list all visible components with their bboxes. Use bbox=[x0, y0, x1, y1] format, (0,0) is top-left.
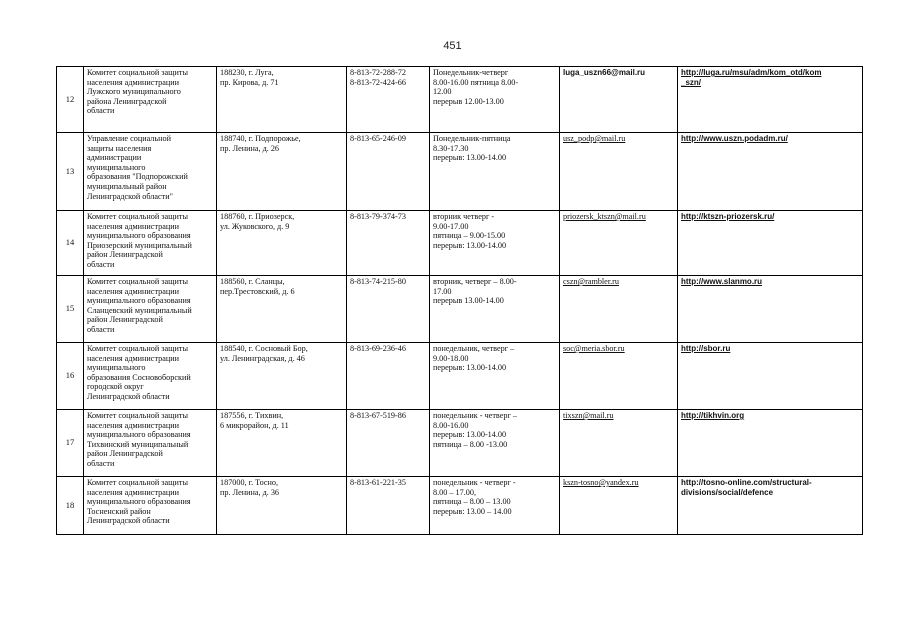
row-number: 18 bbox=[57, 477, 84, 535]
organization-cell: Комитет социальной защиты населения администрации Лужского муниципального района Ленинградской области bbox=[84, 67, 217, 133]
email-link[interactable]: priozersk_ktszn@mail.ru bbox=[563, 212, 646, 221]
website-link[interactable]: http://sbor.ru bbox=[681, 344, 731, 353]
address-cell: 188230, г. Луга, пр. Кирова, д. 71 bbox=[217, 67, 347, 133]
website-cell bbox=[678, 477, 863, 535]
organization-cell: Комитет социальной защиты населения администрации муниципального образования Приозерский муниципальный район Ленинградской области bbox=[84, 211, 217, 276]
website-cell bbox=[678, 67, 863, 133]
table-row bbox=[57, 410, 863, 477]
hours-cell: вторник, четверг – 8.00- 17.00 перерыв 13.00-14.00 bbox=[430, 276, 560, 343]
page-number: 451 bbox=[443, 40, 462, 52]
row-number: 17 bbox=[57, 410, 84, 477]
email-cell bbox=[560, 410, 678, 477]
email-link[interactable]: luga_uszn66@mail.ru bbox=[563, 68, 646, 77]
email-cell bbox=[560, 211, 678, 276]
phone-cell: 8-813-67-519-86 bbox=[347, 410, 430, 477]
row-number: 12 bbox=[57, 67, 84, 133]
phone-cell: 8-813-79-374-73 bbox=[347, 211, 430, 276]
email-cell bbox=[560, 133, 678, 211]
website-cell bbox=[678, 133, 863, 211]
website-link[interactable]: http://www.slanmo.ru bbox=[681, 277, 763, 286]
email-cell bbox=[560, 477, 678, 535]
address-cell: 188540, г. Сосновый Бор, ул. Ленинградская, д. 46 bbox=[217, 343, 347, 410]
table-row bbox=[57, 133, 863, 211]
address-cell: 188740, г. Подпорожье, пр. Ленина, д. 26 bbox=[217, 133, 347, 211]
table-row bbox=[57, 477, 863, 535]
phone-cell: 8-813-72-288-72 8-813-72-424-66 bbox=[347, 67, 430, 133]
website-link[interactable]: http://tikhvin.org bbox=[681, 411, 745, 420]
phone-cell: 8-813-69-236-46 bbox=[347, 343, 430, 410]
website-link[interactable]: http://www.uszn.podadm.ru/ bbox=[681, 134, 788, 143]
hours-cell: понедельник, четверг – 9.00-18.00 перерыв: 13.00-14.00 bbox=[430, 343, 560, 410]
email-cell bbox=[560, 343, 678, 410]
email-cell bbox=[560, 67, 678, 133]
organization-cell: Комитет социальной защиты населения администрации муниципального образования Тихвинский муниципальный район Ленинградской области bbox=[84, 410, 217, 477]
email-link[interactable]: cszn@rambler.ru bbox=[563, 277, 619, 286]
organization-cell: Комитет социальной защиты населения администрации муниципального образования Сосновоборский городской округ Ленинградской области bbox=[84, 343, 217, 410]
row-number: 13 bbox=[57, 133, 84, 211]
row-number: 15 bbox=[57, 276, 84, 343]
email-link[interactable]: kszn-tosno@yandex.ru bbox=[563, 478, 639, 487]
email-cell bbox=[560, 276, 678, 343]
website-link[interactable]: http://luga.ru/msu/adm/kom_otd/kom _szn/ bbox=[681, 68, 822, 87]
organization-cell: Комитет социальной защиты населения администрации муниципального образования Сланцевский муниципальный район Ленинградской области bbox=[84, 276, 217, 343]
website-cell bbox=[678, 410, 863, 477]
email-link[interactable]: soc@meria.sbor.ru bbox=[563, 344, 625, 353]
hours-cell: вторник четверг - 9.00-17.00 пятница – 9.00-15.00 перерыв: 13.00-14.00 bbox=[430, 211, 560, 276]
website-link[interactable]: http://ktszn-priozersk.ru/ bbox=[681, 212, 775, 221]
table-row bbox=[57, 343, 863, 410]
address-cell: 187000, г. Тосно, пр. Ленина, д. 36 bbox=[217, 477, 347, 535]
email-link[interactable]: tixszn@mail.ru bbox=[563, 411, 614, 420]
website-cell bbox=[678, 276, 863, 343]
phone-cell: 8-813-61-221-35 bbox=[347, 477, 430, 535]
hours-cell: Понедельник-четверг 8.00-16.00 пятница 8.00- 12.00 перерыв 12.00-13.00 bbox=[430, 67, 560, 133]
organization-cell: Управление социальной защиты населения администрации муниципального образования "Подпорожский муниципальный район Ленинградской области" bbox=[84, 133, 217, 211]
hours-cell: понедельник - четверг - 8.00 – 17.00, пятница – 8.00 – 13.00 перерыв: 13.00 – 14.00 bbox=[430, 477, 560, 535]
address-cell: 188560, г. Сланцы, пер.Трестовский, д. 6 bbox=[217, 276, 347, 343]
hours-cell: Понедельник-пятница 8.30-17.30 перерыв: 13.00-14.00 bbox=[430, 133, 560, 211]
website-link[interactable]: http://tosno-online.com/structural- divisions/social/defence bbox=[681, 478, 812, 497]
hours-cell: понедельник - четверг – 8.00-16.00 перерыв: 13.00-14.00 пятница – 8.00 -13.00 bbox=[430, 410, 560, 477]
address-cell: 187556, г. Тихвин, 6 микрорайон, д. 11 bbox=[217, 410, 347, 477]
organization-cell: Комитет социальной защиты населения администрации муниципального образования Тосненский район Ленинградской области bbox=[84, 477, 217, 535]
website-cell bbox=[678, 211, 863, 276]
row-number: 14 bbox=[57, 211, 84, 276]
phone-cell: 8-813-65-246-09 bbox=[347, 133, 430, 211]
address-cell: 188760, г. Приозерск, ул. Жуковского, д. 9 bbox=[217, 211, 347, 276]
website-cell bbox=[678, 343, 863, 410]
phone-cell: 8-813-74-215-80 bbox=[347, 276, 430, 343]
table-row bbox=[57, 276, 863, 343]
email-link[interactable]: usz_podp@mail.ru bbox=[563, 134, 626, 143]
row-number: 16 bbox=[57, 343, 84, 410]
table-row bbox=[57, 67, 863, 133]
table-row bbox=[57, 211, 863, 276]
social-protection-directory-table bbox=[56, 66, 863, 535]
